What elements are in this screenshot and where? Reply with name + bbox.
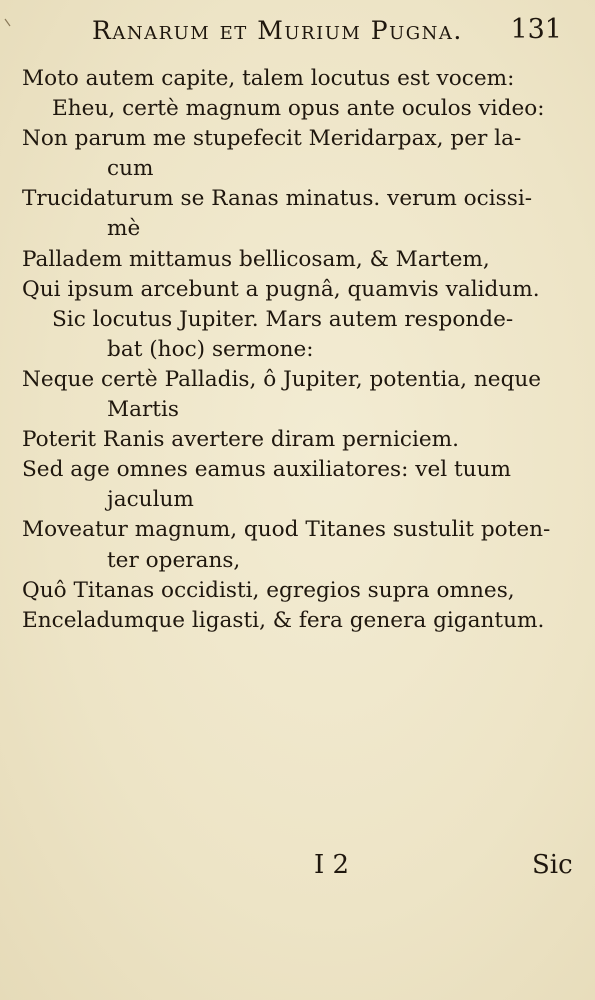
verse-line: Palladem mittamus bellicosam, & Martem,	[22, 246, 490, 272]
verse-line: Moto autem capite, talem locutus est vocem:	[22, 66, 515, 91]
catchword: Sic	[532, 850, 573, 880]
verse-line: Qui ipsum arcebunt a pugnâ, quamvis validum.	[22, 276, 540, 302]
verse-line: Neque certè Palladis, ô Jupiter, potentia, neque	[22, 366, 542, 392]
verse-line: Trucidaturum se Ranas minatus. verum ocissi-	[22, 186, 533, 212]
page-number: 131	[510, 14, 562, 45]
running-title: Ranarum et Murium Pugna.	[92, 16, 463, 45]
signature-mark: I 2	[314, 850, 350, 880]
verse-line: bat (hoc) sermone:	[107, 336, 314, 362]
verse-line: Non parum me stupefecit Meridarpax, per la-	[22, 126, 522, 152]
verse-line: Sed age omnes eamus auxiliatores: vel tuum	[22, 457, 511, 483]
verse-text-block	[22, 64, 570, 636]
verse-line: jaculum	[107, 487, 194, 513]
verse-line: Moveatur magnum, quod Titanes sustulit poten-	[22, 517, 551, 543]
verse-line: cum	[107, 156, 154, 182]
verse-line: Sic locutus Jupiter. Mars autem responde-	[52, 306, 514, 332]
verse-line: Quô Titanas occidisti, egregios supra omnes,	[22, 577, 515, 603]
verse-line: mè	[107, 216, 141, 242]
verse-line: Enceladumque ligasti, & fera genera gigantum.	[22, 607, 545, 633]
verse-line: ter operans,	[107, 547, 241, 573]
page-edge-mark	[4, 18, 12, 36]
verse-line: Eheu, certè magnum opus ante oculos video:	[52, 96, 545, 122]
page-footer	[0, 850, 595, 886]
verse-line: Poterit Ranis avertere diram perniciem.	[22, 427, 459, 453]
verse-line: Martis	[107, 397, 179, 423]
page-header	[92, 14, 562, 50]
